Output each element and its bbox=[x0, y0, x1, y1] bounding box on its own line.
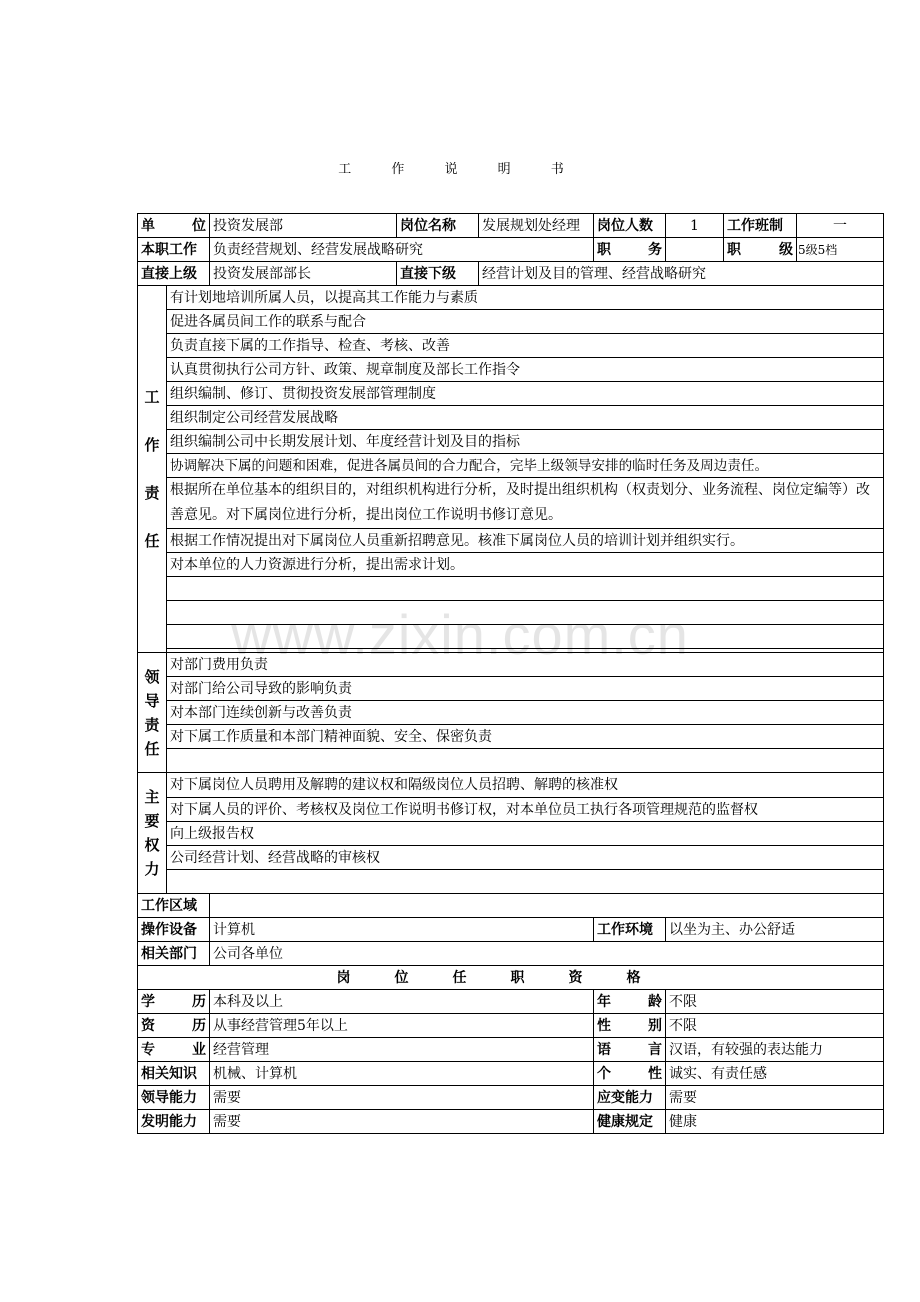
header-row-1 bbox=[138, 214, 884, 238]
authority-label: 主 要 权 力 bbox=[138, 773, 167, 894]
qualification-label: 性 别 bbox=[594, 1014, 666, 1038]
responsibility-row bbox=[138, 286, 884, 310]
qualification-value: 不限 bbox=[666, 990, 884, 1014]
qualification-value: 从事经营管理5年以上 bbox=[210, 1014, 594, 1038]
responsibility-item: 组织制定公司经营发展战略 bbox=[167, 406, 884, 430]
responsibility-item: 协调解决下属的问题和困难，促进各属员间的合力配合，完毕上级领导安排的临时任务及周边责任。 bbox=[167, 454, 884, 478]
environment-label: 工作环境 bbox=[594, 918, 666, 942]
related-dept-label: 相关部门 bbox=[138, 942, 210, 966]
qualification-row bbox=[138, 1062, 884, 1086]
unit-label: 单 位 bbox=[138, 214, 210, 238]
leadership-label: 领 导 责 任 bbox=[138, 653, 167, 773]
responsibility-item: 促进各属员间工作的联系与配合 bbox=[167, 310, 884, 334]
qualification-value: 汉语，有较强的表达能力 bbox=[666, 1038, 884, 1062]
leadership-row bbox=[138, 653, 884, 677]
qualification-row bbox=[138, 990, 884, 1014]
equipment-value: 计算机 bbox=[210, 918, 594, 942]
equipment-row bbox=[138, 918, 884, 942]
qualification-label: 应变能力 bbox=[594, 1086, 666, 1110]
responsibility-item: 组织编制、修订、贯彻投资发展部管理制度 bbox=[167, 382, 884, 406]
qualification-label: 语 言 bbox=[594, 1038, 666, 1062]
authority-row bbox=[138, 773, 884, 798]
qualification-value: 不限 bbox=[666, 1014, 884, 1038]
qualification-value: 需要 bbox=[210, 1110, 594, 1134]
header-row-2 bbox=[138, 238, 884, 262]
related-dept-row bbox=[138, 942, 884, 966]
headcount-value: 1 bbox=[666, 214, 724, 238]
shift-label: 工作班制 bbox=[724, 214, 797, 238]
authority-item: 公司经营计划、经营战略的审核权 bbox=[167, 846, 884, 870]
qualification-value: 健康 bbox=[666, 1110, 884, 1134]
qualification-label: 专 业 bbox=[138, 1038, 210, 1062]
post-name-label: 岗位名称 bbox=[397, 214, 479, 238]
equipment-label: 操作设备 bbox=[138, 918, 210, 942]
qualification-row bbox=[138, 1014, 884, 1038]
leadership-item: 对下属工作质量和本部门精神面貌、安全、保密负责 bbox=[167, 725, 884, 749]
subordinate-label: 直接下级 bbox=[397, 262, 479, 286]
qualification-label: 领导能力 bbox=[138, 1086, 210, 1110]
qualification-value: 需要 bbox=[210, 1086, 594, 1110]
responsibilities-label: 工 作 责 任 bbox=[138, 286, 167, 653]
duty-value: 负责经营规划、经营发展战略研究 bbox=[210, 238, 594, 262]
qualification-label: 个 性 bbox=[594, 1062, 666, 1086]
authority-item: 向上级报告权 bbox=[167, 822, 884, 846]
qualification-row bbox=[138, 1038, 884, 1062]
qualification-label: 资 历 bbox=[138, 1014, 210, 1038]
job-description-table bbox=[137, 213, 884, 1134]
authority-item: 对下属人员的评价、考核权及岗位工作说明书修订权，对本单位员工执行各项管理规范的监督权 bbox=[167, 798, 884, 822]
headcount-label: 岗位人数 bbox=[594, 214, 666, 238]
qualification-value: 本科及以上 bbox=[210, 990, 594, 1014]
authority-item: 对下属岗位人员聘用及解聘的建议权和隔级岗位人员招聘、解聘的核准权 bbox=[167, 773, 884, 798]
qualifications-header-row bbox=[138, 966, 884, 990]
superior-value: 投资发展部部长 bbox=[210, 262, 397, 286]
responsibility-item: 有计划地培训所属人员，以提高其工作能力与素质 bbox=[167, 286, 884, 310]
leadership-item: 对本部门连续创新与改善负责 bbox=[167, 701, 884, 725]
responsibility-item: 根据工作情况提出对下属岗位人员重新招聘意见。核准下属岗位人员的培训计划并组织实行。 bbox=[167, 529, 884, 553]
qualification-label: 学 历 bbox=[138, 990, 210, 1014]
watermark: www.zixin.com.cn bbox=[231, 603, 689, 666]
qualification-value: 需要 bbox=[666, 1086, 884, 1110]
responsibility-item bbox=[167, 577, 884, 601]
responsibility-item: 根据所在单位基本的组织目的，对组织机构进行分析，及时提出组织机构（权责划分、业务流程、岗位定编等）改善意见。对下属岗位进行分析，提出岗位工作说明书修订意见。 bbox=[167, 478, 884, 529]
qualification-value: 诚实、有责任感 bbox=[666, 1062, 884, 1086]
responsibility-item: 认真贯彻执行公司方针、政策、规章制度及部长工作指令 bbox=[167, 358, 884, 382]
qualification-value: 机械、计算机 bbox=[210, 1062, 594, 1086]
position-label: 职 务 bbox=[594, 238, 666, 262]
header-row-3 bbox=[138, 262, 884, 286]
qualification-value: 经营管理 bbox=[210, 1038, 594, 1062]
responsibility-item: 负责直接下属的工作指导、检查、考核、改善 bbox=[167, 334, 884, 358]
superior-label: 直接上级 bbox=[138, 262, 210, 286]
subordinate-value: 经营计划及目的管理、经营战略研究 bbox=[479, 262, 884, 286]
duty-label: 本职工作 bbox=[138, 238, 210, 262]
grade-value: 5级5档 bbox=[797, 238, 884, 262]
shift-value: 一 bbox=[797, 214, 884, 238]
qualification-label: 年 龄 bbox=[594, 990, 666, 1014]
environment-value: 以坐为主、办公舒适 bbox=[666, 918, 884, 942]
grade-label: 职 级 bbox=[724, 238, 797, 262]
authority-item bbox=[167, 870, 884, 894]
work-area-label: 工作区域 bbox=[138, 894, 210, 918]
work-area-value bbox=[210, 894, 884, 918]
related-dept-value: 公司各单位 bbox=[210, 942, 884, 966]
unit-value: 投资发展部 bbox=[210, 214, 397, 238]
responsibility-item bbox=[167, 601, 884, 625]
qualifications-title: 岗位任职资格 bbox=[138, 966, 884, 990]
work-area-row bbox=[138, 894, 884, 918]
post-name-value: 发展规划处经理 bbox=[479, 214, 594, 238]
qualification-label: 发明能力 bbox=[138, 1110, 210, 1134]
qualification-row bbox=[138, 1110, 884, 1134]
leadership-item: 对部门给公司导致的影响负责 bbox=[167, 677, 884, 701]
qualification-label: 健康规定 bbox=[594, 1110, 666, 1134]
responsibility-item bbox=[167, 625, 884, 649]
position-value bbox=[666, 238, 724, 262]
document-title: 工 作 说 明 书 bbox=[338, 162, 582, 177]
qualification-row bbox=[138, 1086, 884, 1110]
leadership-item bbox=[167, 749, 884, 773]
responsibility-item: 对本单位的人力资源进行分析，提出需求计划。 bbox=[167, 553, 884, 577]
qualification-label: 相关知识 bbox=[138, 1062, 210, 1086]
responsibility-item: 组织编制公司中长期发展计划、年度经营计划及目的指标 bbox=[167, 430, 884, 454]
leadership-item: 对部门费用负责 bbox=[167, 653, 884, 677]
